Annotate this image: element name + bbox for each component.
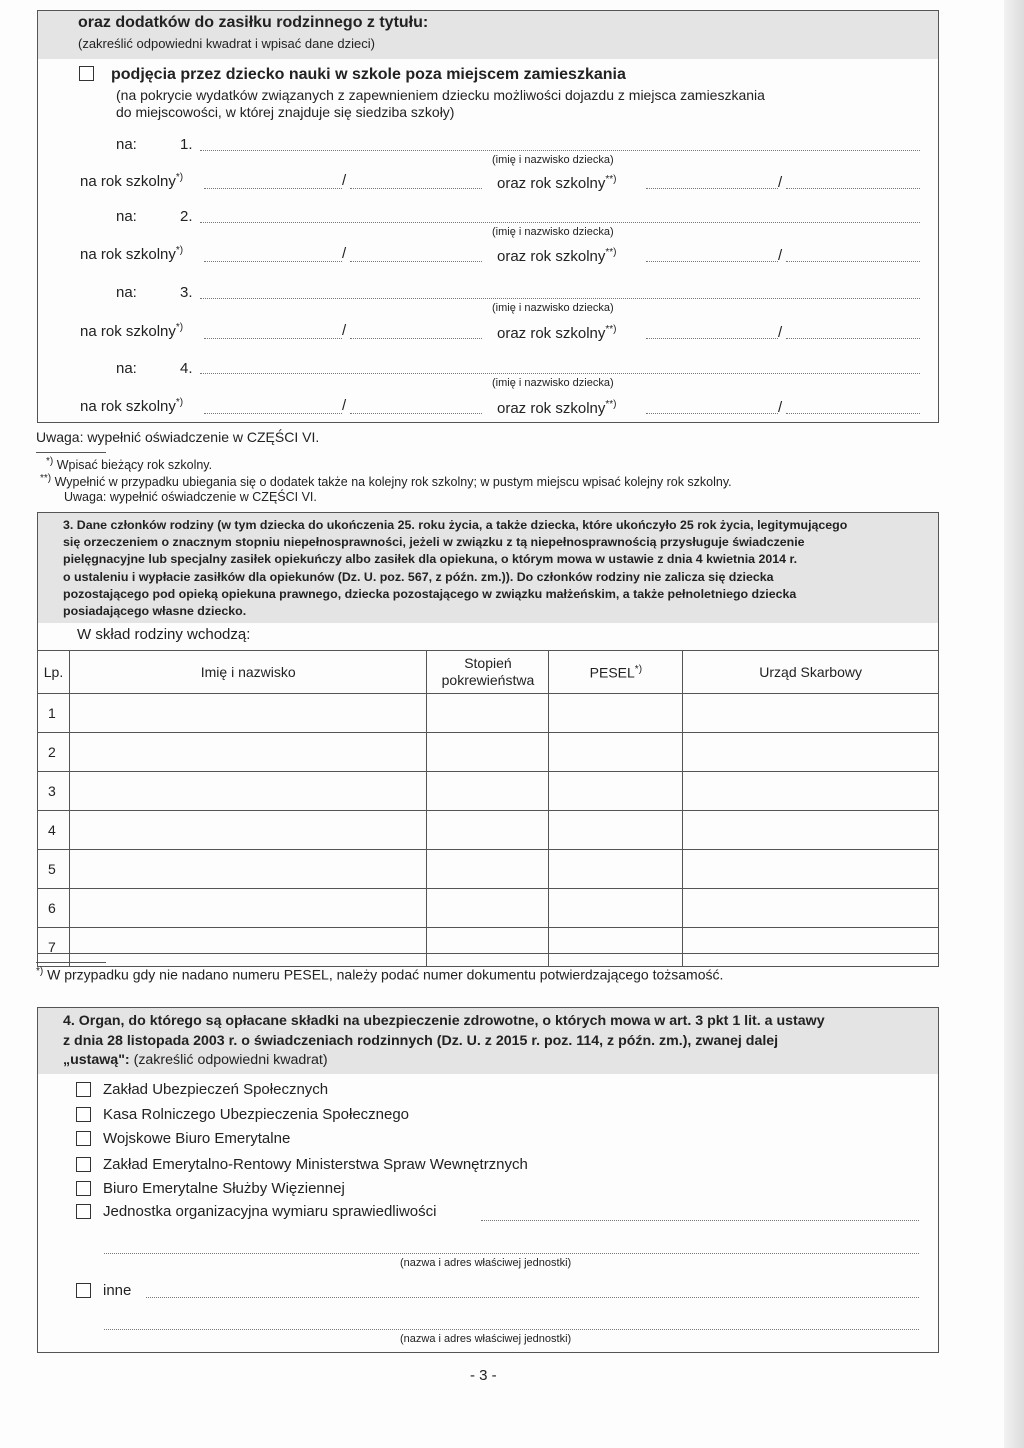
child-3-name-hint: (imię i nazwisko dziecka) bbox=[492, 302, 614, 314]
org-label: Kasa Rolniczego Ubezpieczenia Społecznego bbox=[103, 1106, 410, 1123]
child-1-na: na: bbox=[116, 136, 137, 153]
degree-cell[interactable] bbox=[427, 772, 549, 811]
tax-office-cell[interactable] bbox=[683, 772, 939, 811]
child-1-name-field[interactable] bbox=[200, 150, 920, 151]
pesel-footnote-divider bbox=[36, 962, 106, 963]
section4-title: 4. Organ, do którego są opłacane składki na ubezpieczenie zdrowotne, o których mowa w art. 3 pkt 1 lit. a ustawy z dnia 28 listopada 2003 r. o świadczeniach rodzinnych (Dz. U. z 2015 r. poz. 114, z późn. zm.), zwanej dalej „ustawą": (zakreślić odpowiedni kwadrat) bbox=[63, 1013, 825, 1068]
org-label: Jednostka organizacyjna wymiaru sprawiedliwości bbox=[103, 1203, 437, 1220]
org-option-other[interactable] bbox=[76, 1282, 131, 1299]
tax-office-cell[interactable] bbox=[683, 733, 939, 772]
pesel-cell[interactable] bbox=[549, 850, 683, 889]
child-4-next-year-field-a[interactable] bbox=[646, 413, 778, 414]
option-school-desc-2: do miejscowości, w której znajduje się siedziba szkoły) bbox=[116, 104, 455, 120]
name-cell[interactable] bbox=[69, 772, 427, 811]
degree-cell[interactable] bbox=[427, 733, 549, 772]
family-table-header bbox=[38, 651, 939, 694]
child-1-name-hint: (imię i nazwisko dziecka) bbox=[492, 154, 614, 166]
degree-cell[interactable] bbox=[427, 811, 549, 850]
other-hint: (nazwa i adres właściwej jednostki) bbox=[400, 1333, 572, 1345]
child-2-year-slash: / bbox=[342, 245, 347, 262]
other-field-1[interactable] bbox=[146, 1297, 919, 1298]
child-3-next-year-slash: / bbox=[778, 324, 783, 341]
degree-cell[interactable] bbox=[427, 889, 549, 928]
child-2-next-year-label: oraz rok szkolny**) bbox=[497, 247, 617, 265]
option-school-desc-1: (na pokrycie wydatków związanych z zapewnieniem dziecku możliwości dojazdu z miejsca zamieszkania bbox=[116, 87, 765, 103]
org-checkbox[interactable] bbox=[76, 1181, 91, 1196]
option-school-checkbox[interactable] bbox=[79, 66, 94, 81]
org-checkbox[interactable] bbox=[76, 1283, 91, 1298]
table-row bbox=[38, 694, 939, 733]
name-cell[interactable] bbox=[69, 850, 427, 889]
row-number: 2 bbox=[38, 733, 70, 772]
pesel-cell[interactable] bbox=[549, 772, 683, 811]
child-2-year-field-a[interactable] bbox=[204, 261, 342, 262]
page-number: - 3 - bbox=[470, 1367, 497, 1384]
child-1-next-year-slash: / bbox=[778, 174, 783, 191]
table-row bbox=[38, 811, 939, 850]
row-number: 5 bbox=[38, 850, 70, 889]
table-row bbox=[38, 889, 939, 928]
pesel-cell[interactable] bbox=[549, 733, 683, 772]
section2-subtitle: (zakreślić odpowiedni kwadrat i wpisać dane dzieci) bbox=[78, 36, 375, 51]
table-row bbox=[38, 733, 939, 772]
child-4-na: na: bbox=[116, 360, 137, 377]
child-3-next-year-label: oraz rok szkolny**) bbox=[497, 324, 617, 342]
child-4-next-year-field-b[interactable] bbox=[786, 413, 920, 414]
child-4-year-label: na rok szkolny*) bbox=[80, 397, 184, 415]
col-degree: Stopień pokrewieństwa bbox=[427, 651, 549, 694]
pesel-cell[interactable] bbox=[549, 811, 683, 850]
pesel-cell[interactable] bbox=[549, 694, 683, 733]
child-3-num: 3. bbox=[180, 284, 193, 301]
degree-cell[interactable] bbox=[427, 928, 549, 967]
table-row bbox=[38, 850, 939, 889]
child-4-year-field-a[interactable] bbox=[204, 413, 342, 414]
justice-unit-field-2[interactable] bbox=[104, 1253, 919, 1254]
child-2-year-label: na rok szkolny*) bbox=[80, 245, 184, 263]
child-1-year-slash: / bbox=[342, 172, 347, 189]
col-tax-office: Urząd Skarbowy bbox=[683, 651, 939, 694]
child-2-na: na: bbox=[116, 208, 137, 225]
child-1-next-year-field-a[interactable] bbox=[646, 188, 778, 189]
table-row bbox=[38, 928, 939, 967]
name-cell[interactable] bbox=[69, 733, 427, 772]
org-checkbox[interactable] bbox=[76, 1082, 91, 1097]
child-1-year-label: na rok szkolny*) bbox=[80, 172, 184, 190]
col-lp: Lp. bbox=[38, 651, 70, 694]
child-3-name-field[interactable] bbox=[200, 298, 920, 299]
degree-cell[interactable] bbox=[427, 694, 549, 733]
child-2-num: 2. bbox=[180, 208, 193, 225]
child-3-year-slash: / bbox=[342, 322, 347, 339]
name-cell[interactable] bbox=[69, 928, 427, 967]
org-option-zer-mswia[interactable] bbox=[76, 1156, 528, 1173]
org-checkbox[interactable] bbox=[76, 1131, 91, 1146]
footnote-2: **) Wypełnić w przypadku ubiegania się o dodatek także na kolejny rok szkolny; w pustym miejscu wpisać kolejny rok szkolny. bbox=[40, 473, 732, 490]
org-label: Zakład Ubezpieczeń Społecznych bbox=[103, 1081, 329, 1098]
name-cell[interactable] bbox=[69, 811, 427, 850]
child-1-year-field-a[interactable] bbox=[204, 188, 342, 189]
org-label: inne bbox=[103, 1282, 132, 1299]
child-4-name-hint: (imię i nazwisko dziecka) bbox=[492, 377, 614, 389]
child-3-na: na: bbox=[116, 284, 137, 301]
col-name: Imię i nazwisko bbox=[69, 651, 427, 694]
tax-office-cell[interactable] bbox=[683, 811, 939, 850]
org-label: Wojskowe Biuro Emerytalne bbox=[103, 1130, 291, 1147]
org-option-zus[interactable] bbox=[76, 1081, 328, 1098]
child-3-next-year-field-a[interactable] bbox=[646, 338, 778, 339]
org-label: Biuro Emerytalne Służby Więziennej bbox=[103, 1180, 345, 1197]
child-1-next-year-label: oraz rok szkolny**) bbox=[497, 174, 617, 192]
degree-cell[interactable] bbox=[427, 850, 549, 889]
child-2-year-field-b[interactable] bbox=[350, 261, 482, 262]
org-option-justice-unit[interactable] bbox=[76, 1203, 436, 1220]
child-1-year-field-b[interactable] bbox=[350, 188, 482, 189]
child-3-year-label: na rok szkolny*) bbox=[80, 322, 184, 340]
name-cell[interactable] bbox=[69, 694, 427, 733]
child-4-next-year-slash: / bbox=[778, 399, 783, 416]
section3-title: 3. Dane członków rodziny (w tym dziecka do ukończenia 25. roku życia, a także dziecka, które ukończyło 25 rok życia, legitymującego się orzeczeniem o znacznym stopniu niepełnosprawności, jeżeli w związku z tą niepełnosprawnością przysługuje świadczenie pielęgnacyjne lub specjalny zasiłek opiekuńczy albo zasiłek dla opiekuna, o którym mowa w ustawie z dnia 4 kwietnia 2014 r. o ustaleniu i wypłacie zasiłków dla opiekunów (Dz. U. poz. 567, z późn. zm.)). Do członków rodziny nie zalicza się dziecka pozostającego pod opieką opiekuna prawnego, dziecka pozostającego w związku małżeńskim, a także pełnoletniego dziecka posiadającego własne dziecko. bbox=[63, 518, 848, 619]
child-4-year-field-b[interactable] bbox=[350, 413, 482, 414]
child-2-name-field[interactable] bbox=[200, 222, 920, 223]
pesel-footnote: *) W przypadku gdy nie nadano numeru PESEL, należy podać numer dokumentu potwierdzającego tożsamość. bbox=[36, 966, 724, 983]
justice-unit-hint: (nazwa i adres właściwej jednostki) bbox=[400, 1257, 572, 1269]
org-checkbox[interactable] bbox=[76, 1157, 91, 1172]
org-label: Zakład Emerytalno-Rentowy Ministerstwa Spraw Wewnętrznych bbox=[103, 1156, 528, 1173]
row-number: 7 bbox=[38, 928, 70, 967]
col-pesel: PESEL*) bbox=[549, 651, 683, 694]
section2-note: Uwaga: wypełnić oświadczenie w CZĘŚCI VI. bbox=[36, 429, 320, 445]
row-number: 4 bbox=[38, 811, 70, 850]
child-1-num: 1. bbox=[180, 136, 193, 153]
justice-unit-field-1[interactable] bbox=[481, 1220, 919, 1221]
option-school-title: podjęcia przez dziecko nauki w szkole poza miejscem zamieszkania bbox=[111, 66, 626, 83]
row-number: 3 bbox=[38, 772, 70, 811]
tax-office-cell[interactable] bbox=[683, 850, 939, 889]
other-field-2[interactable] bbox=[104, 1329, 919, 1330]
child-4-year-slash: / bbox=[342, 397, 347, 414]
child-2-name-hint: (imię i nazwisko dziecka) bbox=[492, 226, 614, 238]
pesel-cell[interactable] bbox=[549, 889, 683, 928]
child-1-next-year-field-b[interactable] bbox=[786, 188, 920, 189]
child-4-next-year-label: oraz rok szkolny**) bbox=[497, 399, 617, 417]
child-4-num: 4. bbox=[180, 360, 193, 377]
tax-office-cell[interactable] bbox=[683, 694, 939, 733]
org-checkbox[interactable] bbox=[76, 1107, 91, 1122]
child-3-year-field-a[interactable] bbox=[204, 338, 342, 339]
table-row bbox=[38, 772, 939, 811]
org-checkbox[interactable] bbox=[76, 1204, 91, 1219]
pesel-cell[interactable] bbox=[549, 928, 683, 967]
child-4-name-field[interactable] bbox=[200, 373, 920, 374]
footnote-divider bbox=[36, 452, 106, 453]
tax-office-cell[interactable] bbox=[683, 928, 939, 967]
page-edge bbox=[1004, 0, 1024, 1448]
footnote-2-note: Uwaga: wypełnić oświadczenie w CZĘŚCI VI. bbox=[64, 490, 317, 504]
tax-office-cell[interactable] bbox=[683, 889, 939, 928]
org-option-krus[interactable] bbox=[76, 1106, 409, 1123]
child-3-year-field-b[interactable] bbox=[350, 338, 482, 339]
child-2-next-year-field-a[interactable] bbox=[646, 261, 778, 262]
child-2-next-year-slash: / bbox=[778, 247, 783, 264]
family-table bbox=[37, 650, 939, 967]
section2-title: oraz dodatków do zasiłku rodzinnego z tytułu: bbox=[78, 14, 429, 31]
child-3-next-year-field-b[interactable] bbox=[786, 338, 920, 339]
name-cell[interactable] bbox=[69, 889, 427, 928]
org-option-besw[interactable] bbox=[76, 1180, 345, 1197]
family-label: W skład rodziny wchodzą: bbox=[77, 626, 251, 643]
child-2-next-year-field-b[interactable] bbox=[786, 261, 920, 262]
org-option-wbe[interactable] bbox=[76, 1130, 290, 1147]
row-number: 6 bbox=[38, 889, 70, 928]
footnote-1: *) Wpisać bieżący rok szkolny. bbox=[46, 456, 213, 473]
row-number: 1 bbox=[38, 694, 70, 733]
